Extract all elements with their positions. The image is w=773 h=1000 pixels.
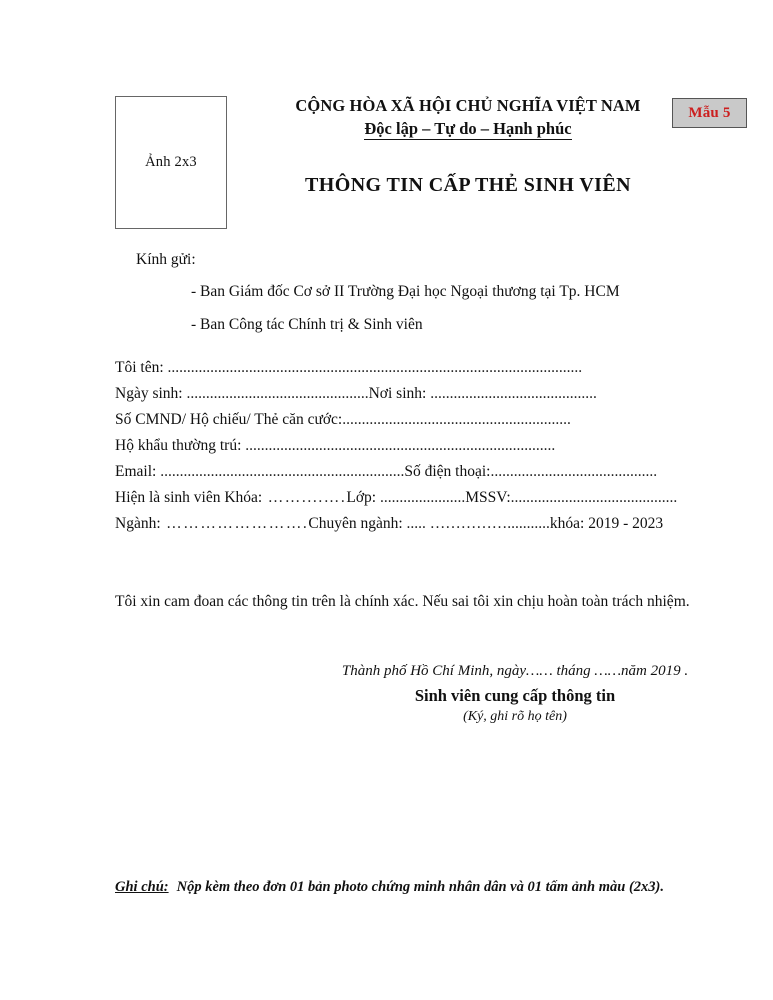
signature-date-line[interactable]: Thành phố Hồ Chí Minh, ngày…… tháng ……năm 2019 . — [341, 663, 689, 679]
national-motto-line2 — [243, 119, 693, 139]
national-motto-line1: CỘNG HÒA XÃ HỘI CHỦ NGHĨA VIỆT NAM — [295, 96, 641, 115]
recipients-block — [136, 248, 736, 337]
course-field-label: Hiện là sinh viên Khóa: — [115, 490, 263, 506]
class-field-blank[interactable]: ...................... — [376, 490, 466, 506]
birthplace-field-label: Nơi sinh: — [368, 386, 427, 402]
recipients-label: Kính gửi: — [136, 251, 196, 268]
email-field-label: Email: — [115, 464, 157, 480]
birthplace-field-blank[interactable]: ........................................... — [426, 386, 597, 402]
birthdate-field-blank[interactable]: ............................................... — [182, 386, 369, 402]
photo-placeholder-box — [115, 96, 227, 229]
field-row-name — [115, 360, 710, 386]
major-field-label: Ngành: — [115, 516, 161, 532]
page-title: THÔNG TIN CẤP THẺ SINH VIÊN — [305, 174, 631, 196]
phone-field-label: Số điện thoại: — [404, 464, 491, 480]
form-number-badge — [672, 98, 747, 128]
id-number-field-label: Số CMND/ Hộ chiếu/ Thẻ căn cước: — [115, 412, 343, 428]
residence-field-label: Hộ khẩu thường trú: — [115, 438, 242, 454]
signature-block — [310, 662, 720, 726]
student-id-field-label: MSSV: — [465, 490, 511, 506]
national-heading — [243, 96, 693, 139]
name-field-blank[interactable]: ........................................................................................................... — [163, 360, 583, 376]
academic-year-label: khóa: — [549, 516, 585, 532]
student-id-field-blank[interactable]: ........................................... — [510, 490, 678, 506]
email-field-blank[interactable]: ............................................................... — [156, 464, 405, 480]
form-fields — [115, 360, 710, 542]
birthdate-field-label: Ngày sinh: — [115, 386, 183, 402]
footnote — [115, 879, 735, 896]
specialization-field-label: Chuyên ngành: — [308, 516, 403, 532]
declaration-paragraph: Tôi xin cam đoan các thông tin trên là chính xác. Nếu sai tôi xin chịu hoàn toàn trách nhiệm. — [115, 593, 690, 610]
footnote-label: Ghi chú: — [115, 879, 169, 895]
id-number-field-blank[interactable]: ........................................................... — [342, 412, 571, 428]
recipient-item: - Ban Giám đốc Cơ sở II Trường Đại học Ngoại thương tại Tp. HCM — [191, 283, 620, 301]
phone-field-blank[interactable]: ........................................... — [490, 464, 658, 480]
field-row-major — [115, 516, 710, 542]
residence-field-blank[interactable]: ................................................................................ — [241, 438, 556, 454]
document-header — [0, 0, 773, 235]
class-field-label: Lớp: — [346, 490, 377, 506]
national-motto-line2-text: Độc lập – Tự do – Hạnh phúc — [364, 118, 572, 138]
course-field-blank[interactable]: ……....…. — [262, 490, 347, 506]
footnote-text: Nộp kèm theo đơn 01 bản photo chứng minh nhân dân và 01 tấm ảnh màu (2x3). — [176, 879, 665, 895]
form-number-badge-label: Mẫu 5 — [688, 104, 731, 121]
name-field-label: Tôi tên: — [115, 360, 164, 376]
field-row-id-number — [115, 412, 710, 438]
field-row-residence — [115, 438, 710, 464]
field-row-student — [115, 490, 710, 516]
signature-role-label: Sinh viên cung cấp thông tin — [414, 685, 616, 705]
field-row-birth — [115, 386, 710, 412]
major-field-blank[interactable]: ……………………. — [160, 516, 309, 532]
photo-placeholder-label: Ảnh 2x3 — [145, 154, 197, 170]
specialization-field-blank[interactable]: ..... ……………........... — [402, 516, 550, 532]
field-row-email-phone — [115, 464, 710, 490]
recipient-item: - Ban Công tác Chính trị & Sinh viên — [191, 316, 423, 334]
academic-year-value: 2019 - 2023 — [584, 516, 664, 532]
signature-hint: (Ký, ghi rõ họ tên) — [463, 709, 567, 725]
